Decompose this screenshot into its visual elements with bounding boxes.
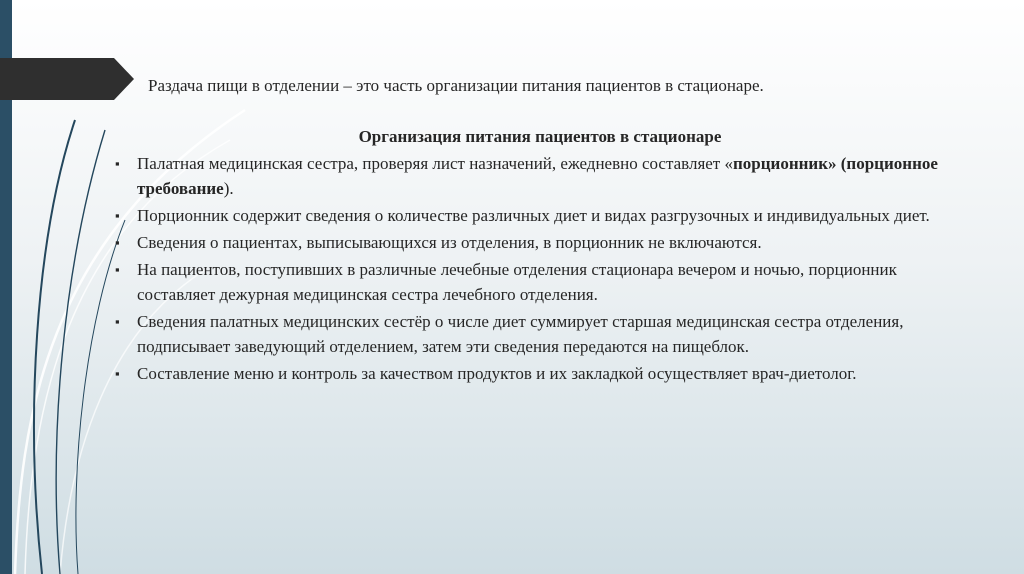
bullet-marker-icon: ▪: [115, 208, 120, 223]
bullet-marker-icon: ▪: [115, 366, 120, 381]
bullet-text: Порционник содержит сведения о количестве различных диет и видах разгрузочных и индивидуальных диет.: [137, 206, 930, 225]
intro-text: Раздача пищи в отделении – это часть организации питания пациентов в стационаре.: [148, 76, 764, 95]
bullet-text: Палатная медицинская сестра, проверяя лист назначений, ежедневно составляет «: [137, 154, 733, 173]
bullet-marker-icon: ▪: [115, 262, 120, 277]
bullet-text: Сведения о пациентах, выписывающихся из отделения, в порционник не включаются.: [137, 233, 762, 252]
bullet-item: [112, 361, 972, 386]
bullet-item: [112, 257, 972, 307]
bullet-text-end: ).: [223, 179, 234, 198]
bullet-text: Сведения палатных медицинских сестёр о числе диет суммирует старшая медицинская сестра отделения, подписывает заведующий отделением, затем эти сведения передаются на пищеблок.: [137, 312, 904, 356]
bullet-item: [112, 203, 972, 228]
bullet-list: [112, 151, 972, 388]
bullet-item: [112, 230, 972, 255]
bullet-item: [112, 151, 972, 201]
bullet-text: На пациентов, поступивших в различные лечебные отделения стационара вечером и ночью, порционник составляет дежурная медицинская сестра лечебного отделения.: [137, 260, 897, 304]
bullet-text: Составление меню и контроль за качеством продуктов и их закладкой осуществляет врач-диетолог.: [137, 364, 857, 383]
bullet-marker-icon: ▪: [115, 314, 120, 329]
bullet-marker-icon: ▪: [115, 235, 120, 250]
bullet-marker-icon: ▪: [115, 156, 120, 171]
bullet-item: [112, 309, 972, 359]
section-title: Организация питания пациентов в стационаре: [358, 127, 722, 146]
title-tab-shape: [0, 58, 134, 100]
bullet-emphasis: порционник» (порционное требование: [137, 154, 938, 198]
